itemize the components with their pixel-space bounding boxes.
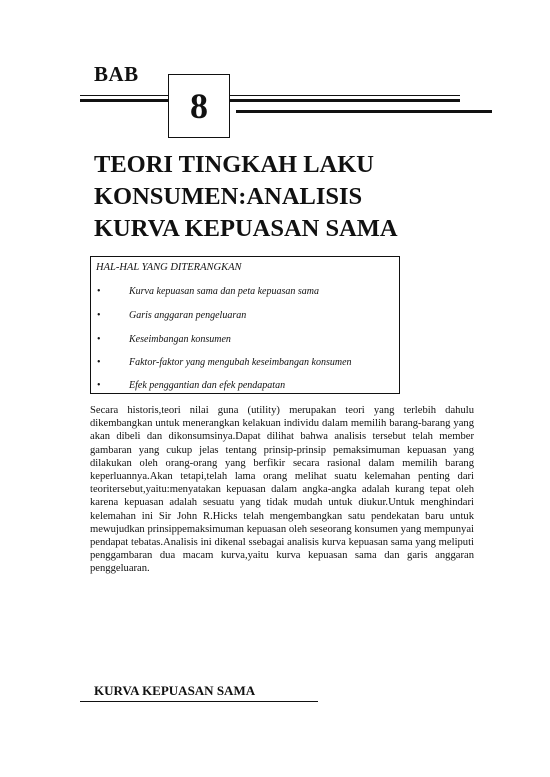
header-rule-top [80, 95, 460, 96]
title-line: KURVA KEPUASAN SAMA [94, 215, 398, 242]
topic-item [97, 357, 352, 368]
chapter-title [94, 149, 494, 245]
header-rule-lower [236, 110, 492, 113]
header-rule-mid [80, 99, 460, 102]
topic-item [97, 334, 231, 345]
topic-item [97, 286, 319, 297]
topic-text: Keseimbangan konsumen [129, 334, 231, 345]
bullet-icon: • [97, 286, 101, 297]
topic-item [97, 380, 285, 391]
topics-box [90, 256, 400, 394]
topic-item [97, 310, 246, 321]
bullet-icon: • [97, 380, 101, 391]
topic-text: Efek penggantian dan efek pendapatan [129, 380, 286, 391]
section-heading: KURVA KEPUASAN SAMA [94, 683, 256, 698]
topics-heading: HAL-HAL YANG DITERANGKAN [96, 262, 242, 273]
chapter-number: 8 [190, 86, 208, 126]
chapter-label: BAB [94, 62, 139, 86]
title-line: TEORI TINGKAH LAKU [94, 151, 374, 178]
bullet-icon: • [97, 357, 101, 368]
bullet-icon: • [97, 334, 101, 345]
body-paragraph: Secara historis,teori nilai guna (utility) merupakan teori yang terlebih dahulu dikembangkan untuk menerangkan kelakuan individu dalam memilih barang-barang yang akan dibeli dan dikonsumsinya.Dapat dilihat bahwa analisis tersebut telah member gambaran yang cukup jelas tentang prinsip-prinsip pemaksimuman kepuasan yang dilakukan oleh orang-orang yang berfikir secara rasional dalam memilih barang keperluannya.Akan tetapi,telah lama orang melihat suatu kelemahan penting dari teoritersebut,yaitu:menyatakan kepuasan dalam angka-angka adalah kurang tepat oleh karena kepuasan adalah sesuatu yang tidak mudah untuk diukur.Untuk menghindari kelemahan ini Sir John R.Hicks telah mengembangkan satu pendekatan baru untuk mewujudkan prinsippemaksimuman kepuasan oleh seseorang konsumen yang mempunyai pendapat tebatas.Analisis ini dikenal ssebagai analisis kurva kepuasan sama yang meliputi penggambaran dua macam kurva,yaitu kurva kepuasan sama dan garis anggaran penggeluaran. [90, 405, 474, 575]
section-heading-rule [80, 701, 318, 702]
chapter-number-box [168, 74, 230, 138]
bullet-icon: • [97, 310, 101, 321]
topic-text: Faktor-faktor yang mengubah keseimbangan konsumen [129, 357, 352, 368]
topic-text: Kurva kepuasan sama dan peta kepuasan sama [129, 286, 319, 297]
topic-text: Garis anggaran pengeluaran [129, 310, 247, 321]
title-line: KONSUMEN:ANALISIS [94, 183, 363, 210]
